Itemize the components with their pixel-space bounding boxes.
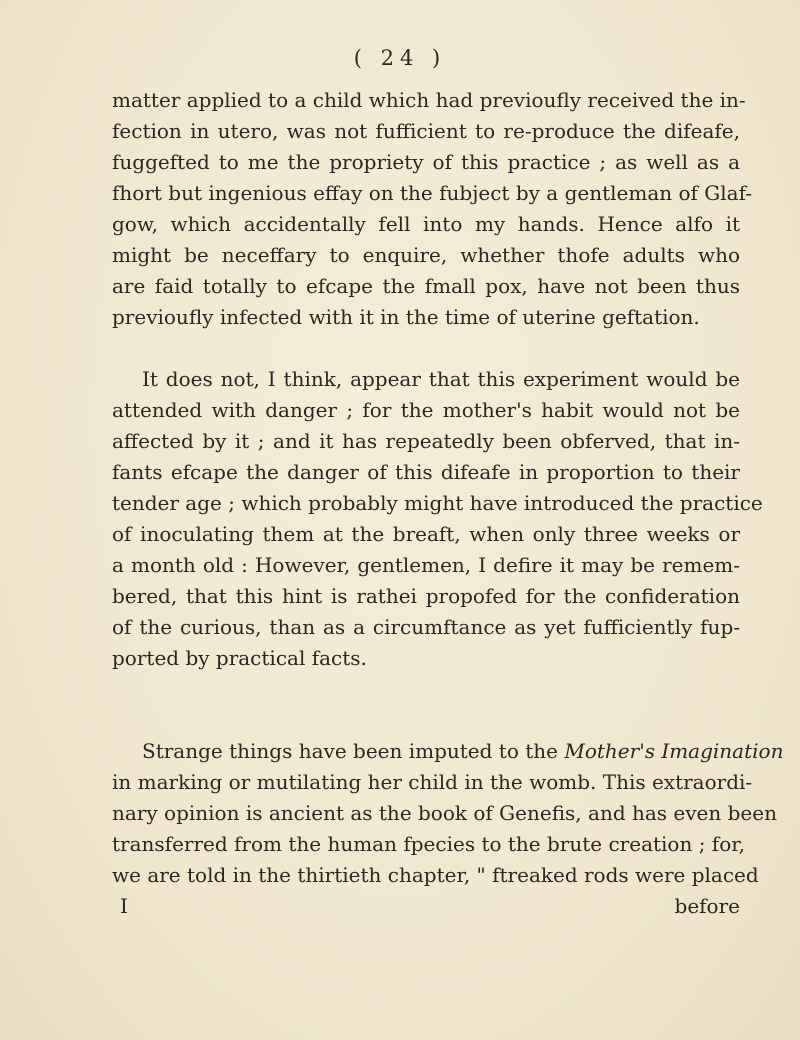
text-line: nary opinion is ancient as the book of Genefis, and has even been [112, 801, 777, 825]
text-line: in marking or mutilating her child in the womb. This extraordi- [112, 770, 753, 794]
text-line: transferred from the human fpecies to the brute creation ; for, [112, 832, 745, 856]
text-line: a month old : However, gentlemen, I defire it may be remem- [112, 553, 740, 577]
text-line: are faid totally to efcape the fmall pox, have not been thus [112, 274, 740, 298]
text-line: fants efcape the danger of this difeafe in proportion to their [112, 460, 740, 484]
text-line: It does not, I think, appear that this experiment would be [142, 367, 740, 391]
catchword: before [674, 894, 740, 918]
text-line: matter applied to a child which had previoufly received the in- [112, 88, 746, 112]
paragraph-3 [112, 736, 784, 891]
text-line: we are told in the thirtieth chapter, " ftreaked rods were placed [112, 863, 759, 887]
signature-mark: I [120, 894, 128, 918]
text-line: affected by it ; and it has repeatedly been obferved, that in- [112, 429, 740, 453]
text-line: previoufly infected with it in the time of uterine geftation. [112, 305, 700, 329]
page-footer [112, 891, 740, 922]
text-line [112, 736, 784, 767]
text-line: fuggefted to me the propriety of this practice ; as well as a [112, 150, 740, 174]
text-line: bered, that this hint is rathei propofed for the confideration [112, 584, 740, 608]
text-line: fection in utero, was not fufficient to re-produce the difeafe, [112, 119, 740, 143]
paragraph-2 [112, 364, 763, 674]
paragraph-1 [112, 85, 753, 333]
text-line: gow, which accidentally fell into my hands. Hence alfo it [112, 212, 740, 236]
text-line: of the curious, than as a circumftance as yet fufficiently fup- [112, 615, 740, 639]
text-line: might be neceffary to enquire, whether thofe adults who [112, 243, 740, 267]
text-line: ported by practical facts. [112, 646, 367, 670]
italic-phrase: Mother's Imagination [564, 739, 784, 763]
text-line: attended with danger ; for the mother's habit would not be [112, 398, 740, 422]
text-line-start: Strange things have been imputed to the [142, 739, 565, 763]
text-line: fhort but ingenious effay on the fubject by a gentleman of Glaf- [112, 181, 753, 205]
page-number: ( 24 ) [353, 46, 447, 70]
text-line: of inoculating them at the breaft, when only three weeks or [112, 522, 740, 546]
text-line: tender age ; which probably might have introduced the practice [112, 491, 763, 515]
